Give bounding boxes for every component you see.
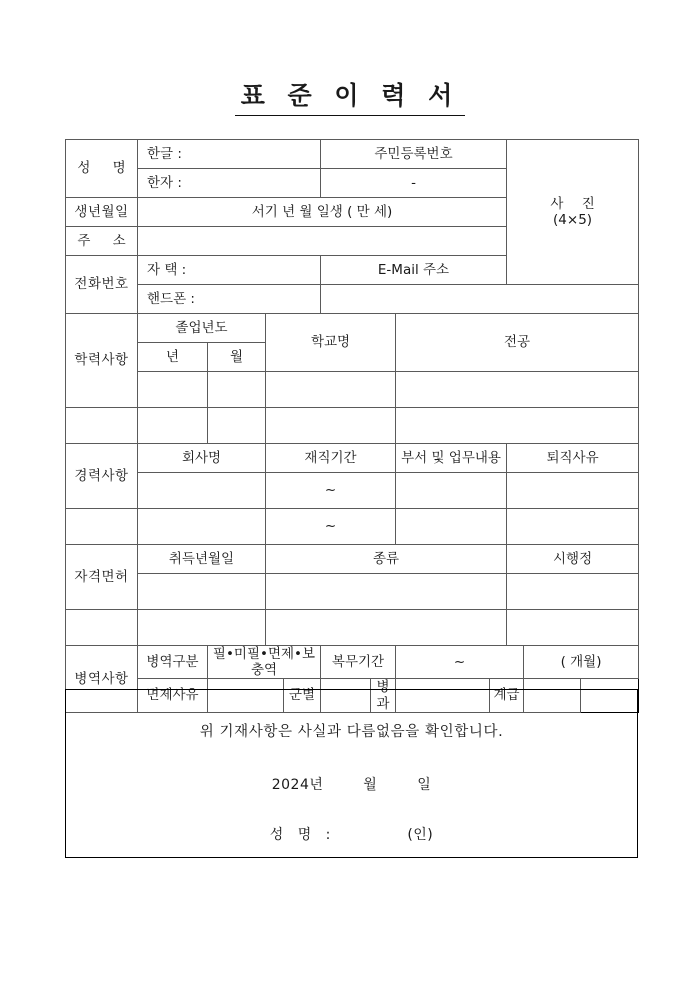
cell-license-spacer (66, 610, 138, 646)
cell-career-company[interactable] (138, 473, 266, 509)
photo-box[interactable] (507, 140, 639, 285)
cell-career-reason[interactable] (507, 473, 639, 509)
cell-career-duty[interactable] (396, 509, 507, 545)
table-row-license-1 (66, 574, 639, 610)
label-email: E-Mail 주소 (321, 256, 507, 285)
field-name-hanja[interactable]: 한자 : (138, 169, 321, 198)
label-military-rank: 계급 (490, 679, 524, 712)
declaration-statement: 위 기재사항은 사실과 다름없음을 확인합니다. (199, 724, 504, 740)
table-row-career-1 (66, 473, 639, 509)
cell-career-spacer (66, 509, 138, 545)
cell-license-type[interactable] (266, 574, 507, 610)
declaration-day[interactable]: 일 (417, 777, 432, 793)
cell-career-reason[interactable] (507, 509, 639, 545)
cell-education-year[interactable] (138, 408, 208, 444)
resume-form-table (65, 139, 639, 713)
cell-career-period[interactable]: ~ (266, 509, 396, 545)
table-row-license-2 (66, 610, 639, 646)
field-address[interactable] (138, 227, 507, 256)
row-license-header (66, 545, 639, 574)
label-military-branch: 군별 (284, 679, 321, 712)
row-career-header (66, 444, 639, 473)
seal-label: (인) (407, 827, 434, 843)
label-address: 주 소 (66, 227, 138, 256)
section-label-license: 자격면허 (66, 545, 138, 610)
field-birthdate[interactable]: 서기 년 월 일생 ( 만 세) (138, 198, 507, 227)
declaration-date (66, 774, 637, 794)
cell-license-issuer[interactable] (507, 610, 639, 646)
section-label-military: 병역사항 (66, 646, 138, 713)
cell-education-spacer (66, 408, 138, 444)
cell-license-date[interactable] (138, 574, 266, 610)
field-rrn[interactable]: - (321, 169, 507, 198)
column-header-issuer: 시행정 (507, 545, 639, 574)
photo-label: 사 진 (550, 195, 602, 212)
photo-size-label: (4×5) (553, 212, 593, 228)
label-military-corps: 병과 (371, 679, 396, 712)
column-header-duty: 부서 및 업무내용 (396, 444, 507, 473)
cell-education-major[interactable] (396, 408, 639, 444)
table-row-career-2 (66, 509, 639, 545)
cell-career-company[interactable] (138, 509, 266, 545)
cell-career-period[interactable]: ~ (266, 473, 396, 509)
cell-education-month[interactable] (208, 408, 266, 444)
label-service-period: 복무기간 (321, 646, 396, 679)
field-service-period[interactable]: ~ (396, 646, 524, 679)
field-mobile-phone[interactable]: 핸드폰 : (138, 285, 321, 314)
field-home-phone[interactable]: 자 택 : (138, 256, 321, 285)
column-header-period: 재직기간 (266, 444, 396, 473)
declaration-year[interactable]: 2024년 (271, 777, 324, 793)
column-header-month: 월 (208, 343, 266, 372)
label-rrn: 주민등록번호 (321, 140, 507, 169)
cell-education-month[interactable] (208, 372, 266, 408)
field-email[interactable] (321, 285, 639, 314)
declaration-month[interactable]: 월 (363, 777, 378, 793)
section-label-education: 학력사항 (66, 314, 138, 408)
column-header-reason: 퇴직사유 (507, 444, 639, 473)
label-name: 성 명 (66, 140, 138, 198)
label-service-months: ( 개월) (524, 646, 639, 679)
cell-education-school[interactable] (266, 372, 396, 408)
column-header-school: 학교명 (266, 314, 396, 372)
label-military-class: 병역구분 (138, 646, 208, 679)
declaration-block (65, 689, 638, 858)
cell-license-date[interactable] (138, 610, 266, 646)
row-military-1 (66, 646, 639, 679)
page-title-wrap (0, 80, 700, 116)
column-header-year: 년 (138, 343, 208, 372)
column-header-company: 회사명 (138, 444, 266, 473)
section-label-career: 경력사항 (66, 444, 138, 509)
declaration-signature (66, 824, 637, 844)
table-row-education-2 (66, 408, 639, 444)
cell-education-school[interactable] (266, 408, 396, 444)
row-mobile-phone (66, 285, 639, 314)
field-name-hangul[interactable]: 한글 : (138, 140, 321, 169)
label-phone: 전화번호 (66, 256, 138, 314)
row-education-header (66, 314, 639, 343)
column-header-license-type: 종류 (266, 545, 507, 574)
cell-license-issuer[interactable] (507, 574, 639, 610)
field-military-class-options[interactable]: 필•미필•면제•보충역 (208, 646, 321, 679)
label-birthdate: 생년월일 (66, 198, 138, 227)
page-title: 표 준 이 력 서 (235, 80, 466, 116)
cell-education-major[interactable] (396, 372, 639, 408)
column-header-acquire-date: 취득년월일 (138, 545, 266, 574)
cell-career-duty[interactable] (396, 473, 507, 509)
label-exempt-reason: 면제사유 (138, 679, 208, 712)
signature-name-label: 성 명 : (269, 827, 336, 843)
column-header-major: 전공 (396, 314, 639, 372)
row-name-hangul (66, 140, 639, 169)
table-row-education-1 (66, 372, 639, 408)
label-graduation-year-group: 졸업년도 (138, 314, 266, 343)
cell-education-year[interactable] (138, 372, 208, 408)
cell-license-type[interactable] (266, 610, 507, 646)
